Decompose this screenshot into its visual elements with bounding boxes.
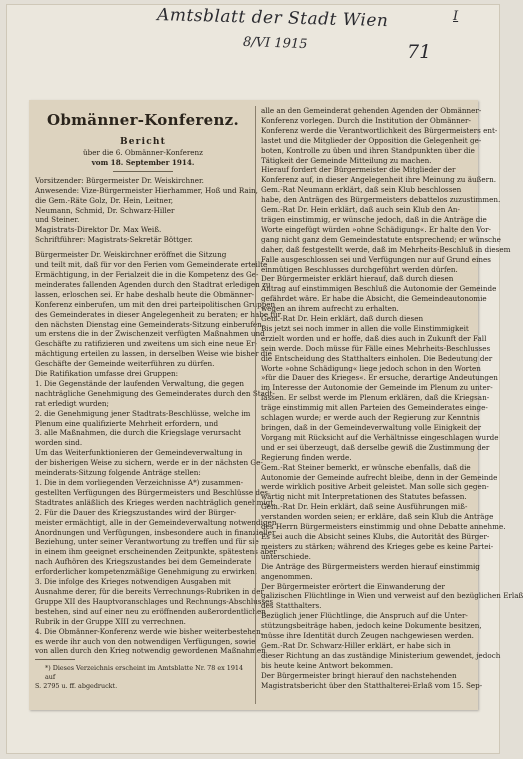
text-line: Antrag auf einstimmigen Beschluß die Autonomie der Gemeinde — [261, 284, 497, 294]
text-line: gang nicht ganz dem Gemeindestatute entsprechend; er wünsche — [261, 234, 501, 244]
text-line: meisters zu stärken; während des Krieges gebe es keine Partei- — [261, 541, 494, 551]
text-line: Geschäfte zu ratifizieren und zweitens um sich eine neue Er- — [35, 339, 257, 349]
text-line: Ausnahme derer, für die bereits Verrechnungs-Rubriken in der — [35, 586, 264, 596]
text-line: bestehen, sind auf einer neu zu eröffnenden außerordentlichen — [35, 606, 266, 616]
text-line: lassen. Er selbst werde im Plenum erklären, daß die Kriegsan- — [261, 393, 490, 403]
text-line: von allen durch den Krieg notwendig gewordenen Maßnahmen — [35, 646, 266, 656]
text-line: Gem.-Rat Neumann erklärt, daß sein Klub beschlossen — [261, 185, 462, 195]
text-line: Rubrik in der Gruppe XIII zu verrechnen. — [35, 616, 186, 626]
text-line: Bezüglich jener Flüchtlinge, die Anspruch auf die Unter- — [261, 611, 468, 621]
text-line: nach Aufhören des Kriegszustandes bei dem Gemeinderate — [35, 557, 252, 567]
text-line: trägen einstimmig, er wünsche jedoch, daß in die Anträge die — [261, 214, 487, 224]
text-line: angenommen. — [261, 571, 313, 581]
text-line: Der Bürgermeister bringt hierauf den nachstehenden — [261, 670, 457, 680]
text-line: Plenum eine qualifizierte Mehrheit erfordern, und — [35, 418, 219, 428]
text-line: Autonomie der Gemeinde aufrecht bleibe, denn in der Gemeinde — [261, 472, 498, 482]
text-line: in einem ihm geeignet erscheinenden Zeitpunkte, spätestens aber — [35, 547, 277, 557]
text-line: Geschäfte der Gemeinde weiterführen zu dürfen. — [35, 359, 215, 369]
text-line: meister ermächtigt, alle in der Gemeindeverwaltung notwendigen — [35, 517, 277, 527]
text-line: Stadtrates anläßlich des Krieges werden nachträglich genehmigt. — [35, 497, 276, 507]
text-line: Vorsitzender: Bürgermeister Dr. Weiskirchner. — [35, 175, 204, 185]
text-line: der bisherigen Weise zu sichern, werde er in der nächsten Ge- — [35, 458, 263, 468]
text-line: und teilt mit, daß für vor den Ferien vom Gemeinderate erteilte — [35, 260, 268, 270]
handwritten-folio-number: 71 — [407, 41, 432, 63]
text-line: einmütigen Beschlusses durchgeführt werden dürfen. — [261, 264, 458, 274]
footnote-line-2: S. 2795 u. ff. abgedruckt. — [35, 681, 118, 690]
text-line: 2. Für die Dauer des Kriegszustandes wird der Bürger- — [35, 507, 237, 517]
text-line: 2. die Genehmigung jener Stadtrats-Beschlüsse, welche im — [35, 408, 251, 418]
text-line: Magistratsbericht über den Statthalterei-Erlaß vom 15. Sep- — [261, 680, 483, 690]
text-line: wärtig nicht mit Interpretationen des Statutes befassen. — [261, 492, 467, 502]
text-line: Falle ausgeschlossen sei und Verfügungen nur auf Grund eines — [261, 254, 491, 264]
text-line: Konferenz werde die Verantwortlichkeit des Bürgermeisters ent- — [261, 125, 498, 135]
text-line: des Statthalters. — [261, 601, 322, 611]
text-line: die Gem.-Räte Golz, Dr. Hein, Leitner, — [35, 195, 173, 205]
text-line: Konferenz vorlegen. Durch die Institution der Obmänner- — [261, 115, 471, 125]
text-line: wegen an ihrem aufrecht zu erhalten. — [261, 304, 399, 314]
text-line: und er sei überzeugt, daß derselbe gewiß die Zustimmung der — [261, 442, 490, 452]
text-line: galizischen Flüchtlinge in Wien und verweist auf den bezüglichen Erlaß — [261, 591, 523, 601]
text-line: erforderlicher kompetenzmäßige Genehmigung zu erwirken. — [35, 567, 258, 577]
text-line: Magistrats-Direktor Dr. Max Weiß. — [35, 225, 162, 235]
text-line: unterschiede. — [261, 551, 311, 561]
text-line: Gem.-Rat Steiner bemerkt, er wünsche ebenfalls, daß die — [261, 462, 471, 472]
text-line: Gem.-Rat Dr. Hein erklärt, daß auch sein Klub den An- — [261, 205, 460, 215]
text-line: 1. Die Gegenstände der laufenden Verwaltung, die gegen — [35, 378, 244, 388]
text-line: gestellten Verfügungen des Bürgermeisters und Beschlüsse des — [35, 487, 268, 497]
text-line: Gem.-Rat Dr. Hein erklärt, daß durch diesen — [261, 314, 424, 324]
text-line: mächtigung erteilen zu lassen, in derselben Weise wie bisher die — [35, 349, 272, 359]
text-line: worden sind. — [35, 438, 83, 448]
text-line: Der Bürgermeister erklärt hierauf, daß durch diesen — [261, 274, 454, 284]
text-line: rat erledigt wurden; — [35, 398, 109, 408]
text-line: Vorgang mit Rücksicht auf die Verhältnisse eingeschlagen wurde — [261, 432, 499, 442]
handwritten-date: 8/VI 1915 — [242, 34, 308, 53]
text-line: Neumann, Schmid, Dr. Schwarz-Hiller — [35, 205, 175, 215]
text-line: erzielt worden und er hoffe, daß dies auch in Zukunft der Fall — [261, 333, 487, 343]
text-line: Worte »ohne Schädigung« liege jedoch schon in den Worten — [261, 363, 481, 373]
text-line: nachträgliche Genehmigung des Gemeinderates durch den Stadt- — [35, 388, 275, 398]
text-line: und Steiner. — [35, 215, 80, 225]
text-line: werde wirklich positive Arbeit geleistet. Man solle sich gegen- — [261, 482, 489, 492]
text-line: meinderats-Sitzung folgende Anträge stellen: — [35, 468, 201, 478]
text-line: es werde ihr auch von den notwendigen Verfügungen, sowie — [35, 636, 256, 646]
text-line: verstanden worden seien; er erkläre, daß sein Klub die Anträge — [261, 512, 494, 522]
text-line: sein werde. Doch müsse für Fälle eines Mehrheits-Beschlusses — [261, 343, 491, 353]
text-line: Ermächtigung, in der Ferialzeit die in die Kompetenz des Ge- — [35, 269, 259, 279]
text-line: Gem.-Rat Dr. Hein erklärt, daß seine Ausführungen miß- — [261, 502, 468, 512]
text-line: dieser Richtung an das zuständige Ministerium gewendet, jedoch — [261, 650, 501, 660]
title-divider — [113, 171, 173, 172]
text-line: müsse ihre Identität durch Zeugen nachgewiesen werden. — [261, 631, 474, 641]
footnote-line-1: *) Dieses Verzeichnis erscheint im Amtsblatte Nr. 78 ex 1914 auf — [45, 664, 244, 681]
text-line: 4. Die Obmänner-Konferenz werde wie bisher weiterbestehen, — [35, 626, 264, 636]
handwritten-mark: I — [453, 9, 459, 24]
right-column-body — [261, 106, 523, 690]
text-line: alle an den Gemeinderat gehenden Agenden der Obmänner- — [261, 106, 482, 115]
text-line: Gem.-Rat Dr. Schwarz-Hiller erklärt, er habe sich in — [261, 640, 451, 650]
text-line: Worte eingefügt würden »ohne Schädigung«. Er halte den Vor- — [261, 224, 491, 234]
text-line: träge einstimmig mit allen Parteien des Gemeinderates einge- — [261, 403, 488, 413]
text-line: den nächsten Dienstag eine Gemeinderats-Sitzung einberufen, — [35, 319, 265, 329]
text-line: bringen, daß in der Gemeindeverwaltung volle Einigkeit der — [261, 423, 482, 432]
text-line: Bürgermeister Dr. Weiskirchner eröffnet die Sitzung — [35, 250, 227, 260]
text-line: Bis jetzt sei noch immer in allen die volle Einstimmigkeit — [261, 323, 469, 333]
text-line: Konferenz einberufen, um mit den drei parteipolitischen Gruppen — [35, 299, 276, 309]
text-line: stützungsbeiträge haben, jedoch keine Dokumente besitzen, — [261, 621, 482, 631]
text-line: 3. alle Maßnahmen, die durch die Kriegslage verursacht — [35, 428, 242, 438]
left-column-body — [35, 175, 282, 657]
text-line: gefährdet wäre. Er habe die Absicht, die Gemeindeautonomie — [261, 294, 487, 304]
text-line: des Herrn Bürgermeisters einstimmig und ohne Debatte annehme. — [261, 522, 506, 532]
article-title: Obmänner-Konferenz. — [46, 111, 240, 129]
text-line: »für die Dauer des Krieges«. Er ersuche, derartige Andeutungen — [261, 373, 498, 383]
text-line: boten, Kontrolle zu üben und ihren Standpunkten über die — [261, 145, 475, 155]
text-line: schlagen wurde; er werde auch der Regierung zur Kenntnis — [261, 413, 480, 423]
text-line: die Entscheidung des Statthalters einholen. Die Bedeutung der — [261, 353, 493, 363]
text-line: Tätigkeit der Gemeinde Mitteilung zu machen. — [261, 155, 432, 165]
text-line: Anwesende: Vize-Bürgermeister Hierhammer, Hoß und Rain, — [35, 185, 258, 195]
text-line: bis heute keine Antwort bekommen. — [261, 660, 394, 670]
text-line: Die Anträge des Bürgermeisters werden hierauf einstimmig — [261, 561, 480, 571]
text-line: Es sei auch die Absicht seines Klubs, die Autorität des Bürger- — [261, 531, 490, 541]
left-column — [35, 106, 282, 704]
article-subtitle: Bericht — [119, 137, 167, 147]
text-line: des Gemeinderates in dieser Angelegenheit zu beraten; er habe für — [35, 309, 282, 319]
text-line: daher, daß festgestellt werde, daß im Mehrheits-Beschluß in diesem — [261, 244, 511, 254]
text-line: im Interesse der Autonomie der Gemeinde im Plenum zu unter- — [261, 383, 493, 393]
text-line: Der Bürgermeister erörtert die Einwanderung der — [261, 581, 445, 591]
text-line: Um das Weiterfunktionieren der Gemeindeverwaltung in — [35, 448, 243, 458]
right-column — [261, 106, 523, 704]
article-subtitle-line2: über die 6. Obmänner-Konferenz — [83, 148, 203, 157]
text-line: meinderates fallenden Agenden durch den Stadtrat erledigen zu — [35, 279, 271, 289]
text-line: lastet und die Mitglieder der Opposition die Gelegenheit ge- — [261, 135, 482, 145]
column-divider — [255, 106, 256, 704]
text-line: 3. Die infolge des Krieges notwendigen Ausgaben mit — [35, 577, 231, 587]
text-line: 1. Die in dem vorliegenden Verzeichnisse A*) zusammen- — [35, 478, 244, 487]
text-line: habe, den Anträgen des Bürgermeisters debattelos zuzustimmen. — [261, 195, 501, 205]
article-subtitle-line3: vom 18. September 1914. — [91, 157, 195, 167]
footnote-divider — [35, 659, 75, 660]
text-line: Gruppe XII des Hauptvoranschlages und Rechnungs-Abschlusses — [35, 596, 274, 606]
text-line: Anordnungen und Verfügungen, insbesondere auch in finanzieller — [35, 527, 276, 537]
text-line: um erstens die in der Zwischenzeit verfügten Maßnahmen und — [35, 329, 265, 339]
newspaper-clipping — [29, 100, 523, 710]
text-line: Hierauf fordert der Bürgermeister die Mitglieder der — [261, 165, 456, 175]
text-line: Schriftführer: Magistrats-Sekretär Böttger. — [35, 235, 193, 245]
text-line: Die Ratifikation umfasse drei Gruppen: — [35, 369, 179, 379]
text-line: Regierung finden werde. — [261, 452, 352, 462]
handwritten-header: Amtsblatt der Stadt Wien — [156, 5, 389, 32]
text-line: lassen, erloschen sei. Er habe deshalb heute die Obmänner- — [35, 289, 255, 299]
text-line: Beziehung, unter seiner Verantwortung zu treffen und für sie — [35, 537, 259, 547]
text-line: Konferenz auf, in dieser Angelegenheit ihre Meinung zu äußern. — [261, 175, 497, 185]
